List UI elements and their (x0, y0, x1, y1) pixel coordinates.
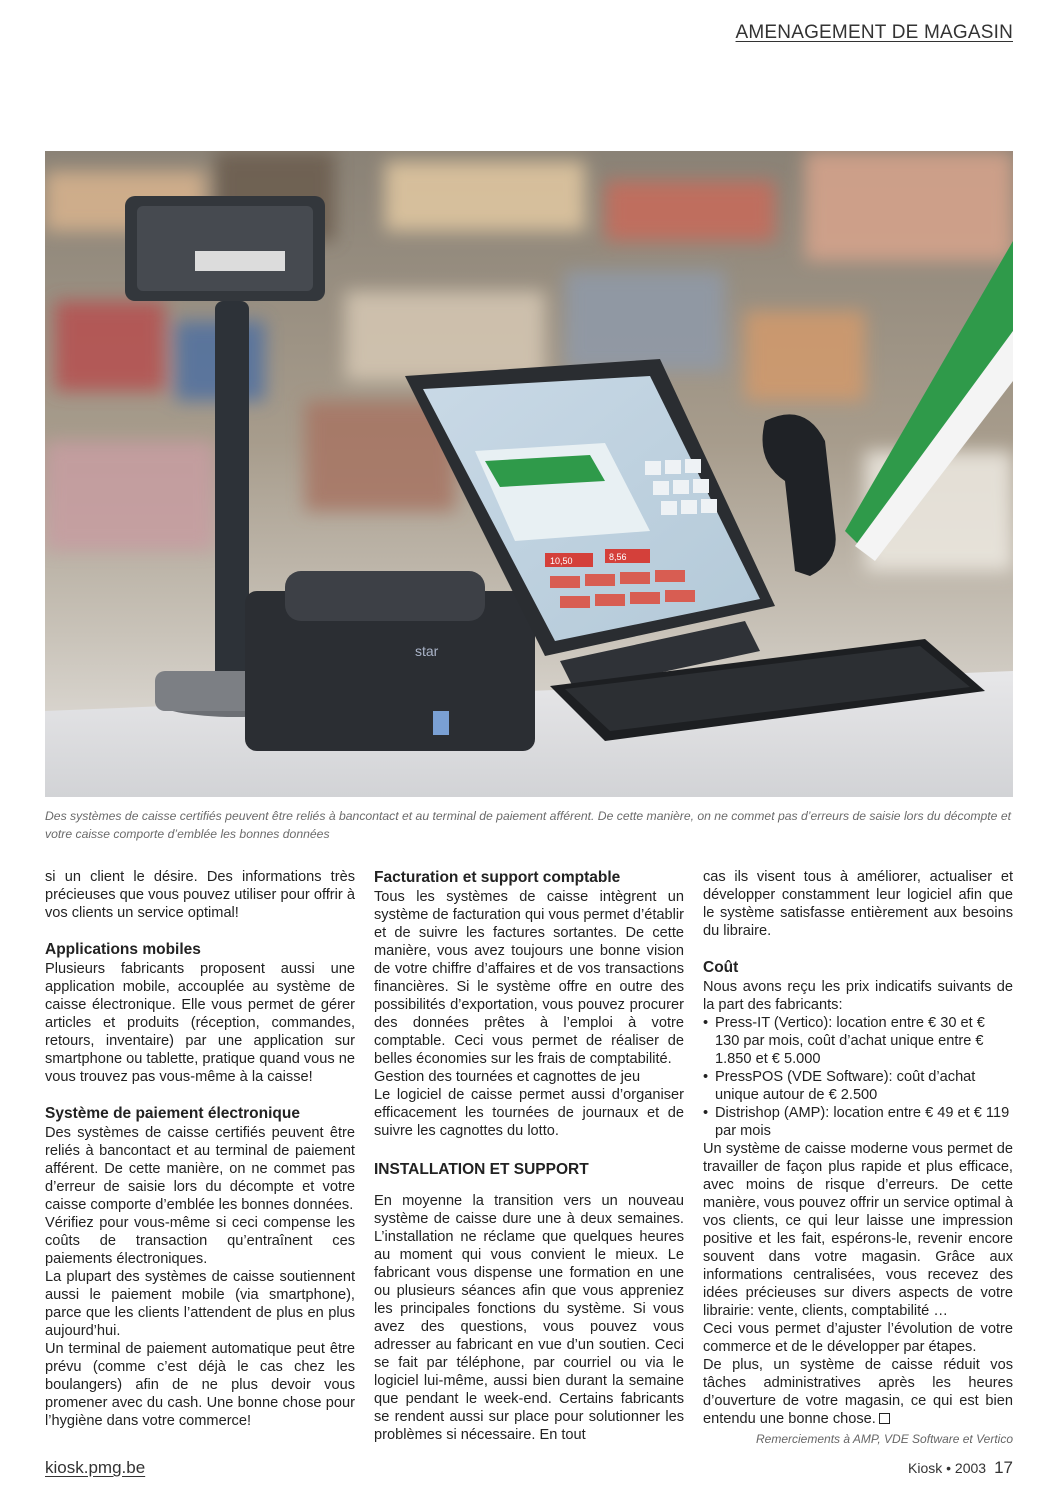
column-3 (703, 868, 1013, 1448)
footer-website-link[interactable]: kiosk.pmg.be (45, 1458, 146, 1477)
bullet-icon: • (703, 1015, 709, 1031)
page-number: 17 (994, 1458, 1013, 1477)
paragraph: En moyenne la transition vers un nouveau système de caisse dure une à deux semaines. L’installation ne réclame que quelques heures au moment qui vous convient le mieux. Le fabricant vous dispense une formation en une ou plusieurs séances afin que vous appreniez les principales fonctions du système. Si vous avez des questions, vous pouvez vous adresser au fabricant en vue d’un soutien. Ceci se fait par téléphone, par courriel ou via le logiciel lui-même, aussi bien durant la semaine que pendant le week-end. Certains fabricants se rendent aussi sur place pour solutionner les problèmes si nécessaire. En tout (374, 1193, 684, 1443)
column-1 (45, 868, 355, 1430)
bullet-icon: • (703, 1069, 709, 1085)
paragraph: si un client le désire. Des informations très précieuses que vous pouvez utiliser pour offrir à vos clients un service optimal! (45, 869, 355, 921)
column-2 (374, 868, 684, 1444)
heading-applications-mobiles: Applications mobiles (45, 941, 201, 958)
paragraph: Un terminal de paiement automatique peut être prévu (comme c’est déjà le cas chez les boulangers) afin de ne plus devoir vous promener avec du cash. Une bonne chose pour l’hygiène dans votre commerce! (45, 1341, 355, 1429)
heading-facturation: Facturation et support comptable (374, 869, 621, 886)
paragraph: Tous les systèmes de caisse intègrent un système de facturation qui vous permet d’établir et de suivre les factures sortantes. De cette manière, vous avez toujours une bonne vision de votre chiffre d’affaires et de vos transactions financières. Si le système offre en outre des possibilités d’exportation, vous pouvez procurer des données prêtes à l’emploi à votre comptable. Ceci vous permet de réaliser de belles économies sur les frais de comptabilité. (374, 889, 684, 1067)
paragraph: Des systèmes de caisse certifiés peuvent être reliés à bancontact et au terminal de paiement afférent. De cette manière, on ne commet pas d’erreur de saisie lors du décompte et votre caisse comporte d’emblée les bonnes données. (45, 1125, 355, 1213)
bullet-icon: • (703, 1105, 709, 1121)
pos-system-photo (45, 151, 1013, 797)
section-header: AMENAGEMENT DE MAGASIN (735, 22, 1013, 43)
paragraph: Plusieurs fabricants proposent aussi une application mobile, accouplée au système de caisse électronique. Elle vous permet de gérer articles et produits (réception, commandes, retours, inventaire) par une application sur smartphone ou tablette, pratique quand vous ne vous trouvez pas vous-même à la caisse! (45, 961, 355, 1085)
heading-paiement-electronique: Système de paiement électronique (45, 1105, 300, 1122)
list-item: • Distrishop (AMP): location entre € 49 et € 119 par mois (703, 1105, 1010, 1139)
paragraph: Un système de caisse moderne vous permet de travailler de façon plus rapide et plus efficace, avec moins de risque d’erreurs. De cette manière, vous pouvez offrir un service optimal à vos clients, ce qui leur laisse une impression positive et les fait, espérons-le, revenir encore souvent dans votre magasin. Grâce aux informations centralisées, vous recevez des idées précieuses sur divers aspects de votre librairie: vente, clients, comptabilité … (703, 1141, 1013, 1319)
photo-caption: Des systèmes de caisse certifiés peuvent être reliés à bancontact et au terminal de paiement afférent. De cette manière, on ne commet pas d’erreurs de saisie lors du décompte et votre caisse comporte d’emblée les bonnes données (45, 809, 1012, 841)
list-item: • Press-IT (Vertico): location entre € 30 et € 130 par mois, coût d’achat unique entre € 1.850 et € 5.000 (703, 1015, 985, 1067)
paragraph: cas ils visent tous à améliorer, actualiser et développer constamment leur logiciel afin que le système satisfasse entièrement aux besoins du libraire. (703, 869, 1013, 939)
screen-total: 10,50 (550, 556, 573, 566)
issue-label: Kiosk • 2003 (908, 1460, 987, 1476)
heading-installation-support: INSTALLATION ET SUPPORT (374, 1161, 589, 1178)
printer-logo: star (415, 643, 439, 659)
paragraph: Le logiciel de caisse permet aussi d’organiser efficacement les tournées de journaux et de suivre les cagnottes du lotto. (374, 1087, 684, 1139)
paragraph: Nous avons reçu les prix indicatifs suivants de la part des fabricants: (703, 979, 1013, 1013)
list-item: • PressPOS (VDE Software): coût d’achat unique autour de € 2.500 (703, 1069, 976, 1103)
paragraph: Ceci vous permet d’ajuster l’évolution de votre commerce et de le développer par étapes. (703, 1321, 1013, 1355)
paragraph-subtitle: Gestion des tournées et cagnottes de jeu (374, 1069, 641, 1085)
screen-change: 8,56 (609, 552, 627, 562)
paragraph: Vérifiez pour vous-même si ceci compense les coûts de transaction qu’entraînent ces paiements électroniques. (45, 1215, 355, 1267)
acknowledgements: Remerciements à AMP, VDE Software et Vertico (756, 1432, 1013, 1446)
end-mark-icon (879, 1413, 890, 1424)
paragraph-final: De plus, un système de caisse réduit vos tâches administratives après les heures d’ouverture de votre magasin, ce qui est bien entendu une bonne chose. (703, 1357, 1013, 1427)
footer-issue (908, 1458, 1013, 1478)
paragraph: La plupart des systèmes de caisse soutiennent aussi le paiement mobile (via smartphone), parce que les clients l’attendent de plus en plus aujourd’hui. (45, 1269, 355, 1339)
heading-cout: Coût (703, 959, 739, 976)
